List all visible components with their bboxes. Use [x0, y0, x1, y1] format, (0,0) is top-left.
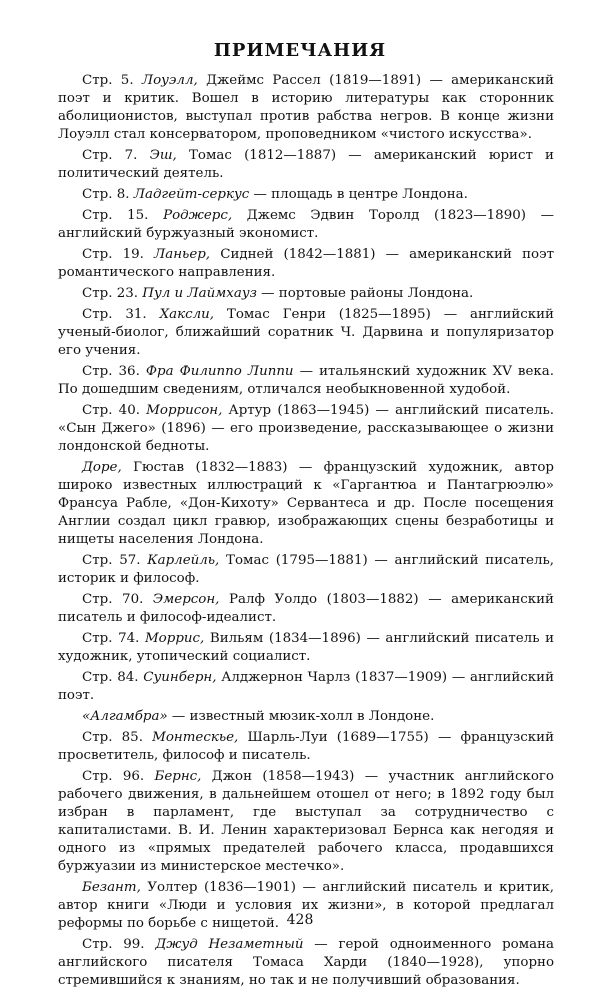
notes-list — [58, 72, 554, 993]
page-number: 428 — [286, 912, 314, 928]
note-term: Суинберн, — [143, 670, 217, 685]
page-title: ПРИМЕЧАНИЯ — [213, 40, 387, 61]
note-page-ref: Стр. 85. — [82, 730, 153, 745]
note-text: Вильям (1834—1896) — английский писатель и художник, утопический социалист. — [58, 631, 554, 664]
note-entry — [58, 207, 554, 243]
note-entry — [58, 72, 554, 144]
note-term: «Алгамбра» — [82, 709, 168, 724]
note-entry — [58, 363, 554, 399]
note-text: Артур (1863—1945) — английский писатель. «Сын Джего» (1896) — его произведение, рассказывающее о жизни лондонской бедноты. — [58, 403, 554, 454]
note-entry — [58, 729, 554, 765]
note-term: Лоуэлл, — [141, 73, 198, 88]
note-text: Джон (1858—1943) — участник английского рабочего движения, в дальнейшем отошел от него; в 1892 году был избран в парламент, где выступал за сотрудничество с капиталистами. В. И. Ленин характеризовал Бернса как негодяя и одного из «прямых предателей рабочего класса, продавшихся буржуазии из министерское местечко». — [58, 769, 554, 874]
note-term: Пул и Лаймхауз — [142, 286, 257, 301]
note-entry — [58, 459, 554, 549]
note-term: Ланьер, — [154, 247, 211, 262]
note-term: Ладгейт-серкус — [133, 187, 250, 202]
note-term: Моррисон, — [146, 403, 223, 418]
note-text: Томас Генри (1825—1895) — английский ученый-биолог, ближайший соратник Ч. Дарвина и популяризатор его учения. — [58, 307, 554, 358]
note-page-ref: Стр. 84. — [82, 670, 144, 685]
note-entry — [58, 306, 554, 360]
note-entry — [58, 630, 554, 666]
note-text: Ралф Уолдо (1803—1882) — американский писатель и философ-идеалист. — [58, 592, 554, 625]
note-text: Гюстав (1832—1883) — французский художник, автор широко известных иллюстраций к «Гаргантюа и Пантагрюэлю» Франсуа Рабле, «Дон-Кихоту» Сервантеса и др. После посещения Англии создал цикл гравюр, изображающих сцены безрабoтицы и нищеты населения Лондона. — [58, 460, 554, 547]
note-page-ref: Стр. 40. — [82, 403, 147, 418]
note-entry — [58, 147, 554, 183]
note-term: Эмерсон, — [152, 592, 220, 607]
note-page-ref: Стр. 36. — [82, 364, 146, 379]
note-entry — [58, 246, 554, 282]
note-term: Хаксли, — [159, 307, 214, 322]
note-entry — [58, 285, 554, 303]
note-page-ref: Стр. 7. — [82, 148, 150, 163]
note-entry — [58, 708, 554, 726]
note-term: Доре, — [82, 460, 122, 475]
note-page-ref: Стр. 31. — [82, 307, 160, 322]
note-page-ref: Стр. 70. — [82, 592, 153, 607]
note-text: — известный мюзик-холл в Лондоне. — [167, 709, 435, 724]
note-page-ref: Стр. 19. — [82, 247, 155, 262]
note-term: Роджерс, — [163, 208, 233, 223]
note-page-ref: Стр. 57. — [82, 553, 148, 568]
note-page-ref: Стр. 96. — [82, 769, 155, 784]
note-page-ref: Стр. 23. — [82, 286, 143, 301]
note-page-ref: Стр. 5. — [82, 73, 142, 88]
note-text: Томас (1812—1887) — американский юрист и политический деятель. — [58, 148, 554, 181]
note-entry — [58, 186, 554, 204]
note-text: Джеймс Рассел (1819—1891) — американский поэт и критик. Вошел в историю литературы как сторонник аболиционистов, выступал против рабства негров. В конце жизни Лоуэлл стал консерватором, проповедником «чистого искусства». — [58, 73, 554, 142]
note-term: Безант, — [82, 880, 141, 895]
note-text: Алджернон Чарлз (1837—1909) — английский поэт. — [58, 670, 554, 703]
note-entry — [58, 936, 554, 990]
note-term: Бернс, — [154, 769, 202, 784]
note-text: Томас (1795—1881) — английский писатель, историк и философ. — [58, 553, 554, 586]
note-entry — [58, 669, 554, 705]
note-page-ref: Стр. 74. — [82, 631, 145, 646]
note-text: Шарль-Луи (1689—1755) — французский просветитель, философ и писатель. — [58, 730, 554, 763]
note-term: Джуд Незаметный — [155, 937, 304, 952]
note-entry — [58, 591, 554, 627]
note-entry — [58, 768, 554, 876]
note-term: Фра Филиппо Липпи — [145, 364, 294, 379]
note-text: — герой одноименного романа английского писателя Томаса Харди (1840—1928), упорно стремившийся к знаниям, но так и не получивший образования. — [58, 937, 555, 988]
note-term: Карлейль, — [147, 553, 220, 568]
note-term: Эш, — [149, 148, 177, 163]
note-page-ref: Стр. 8. — [82, 187, 134, 202]
note-page-ref: Стр. 99. — [82, 937, 156, 952]
note-text: — итальянский художник XV века. По дошедшим сведениям, отличался необыкновенной худобой. — [58, 364, 554, 397]
note-page-ref: Стр. 15. — [82, 208, 164, 223]
note-term: Моррис, — [144, 631, 205, 646]
note-text: — площадь в центре Лондона. — [249, 187, 468, 202]
note-term: Монтескье, — [152, 730, 239, 745]
note-entry — [58, 402, 554, 456]
note-text: — портовые районы Лондона. — [256, 286, 474, 301]
note-entry — [58, 552, 554, 588]
note-text: Джемс Эдвин Торолд (1823—1890) — английский буржуазный экономист. — [58, 208, 554, 241]
note-text: Сидней (1842—1881) — американский поэт романтического направления. — [58, 247, 554, 280]
note-text: Уолтер (1836—1901) — английский писатель и критик, автор книги «Люди и условия их жизни», в которой предлагал реформы по борьбе с нищетой. — [58, 880, 554, 931]
